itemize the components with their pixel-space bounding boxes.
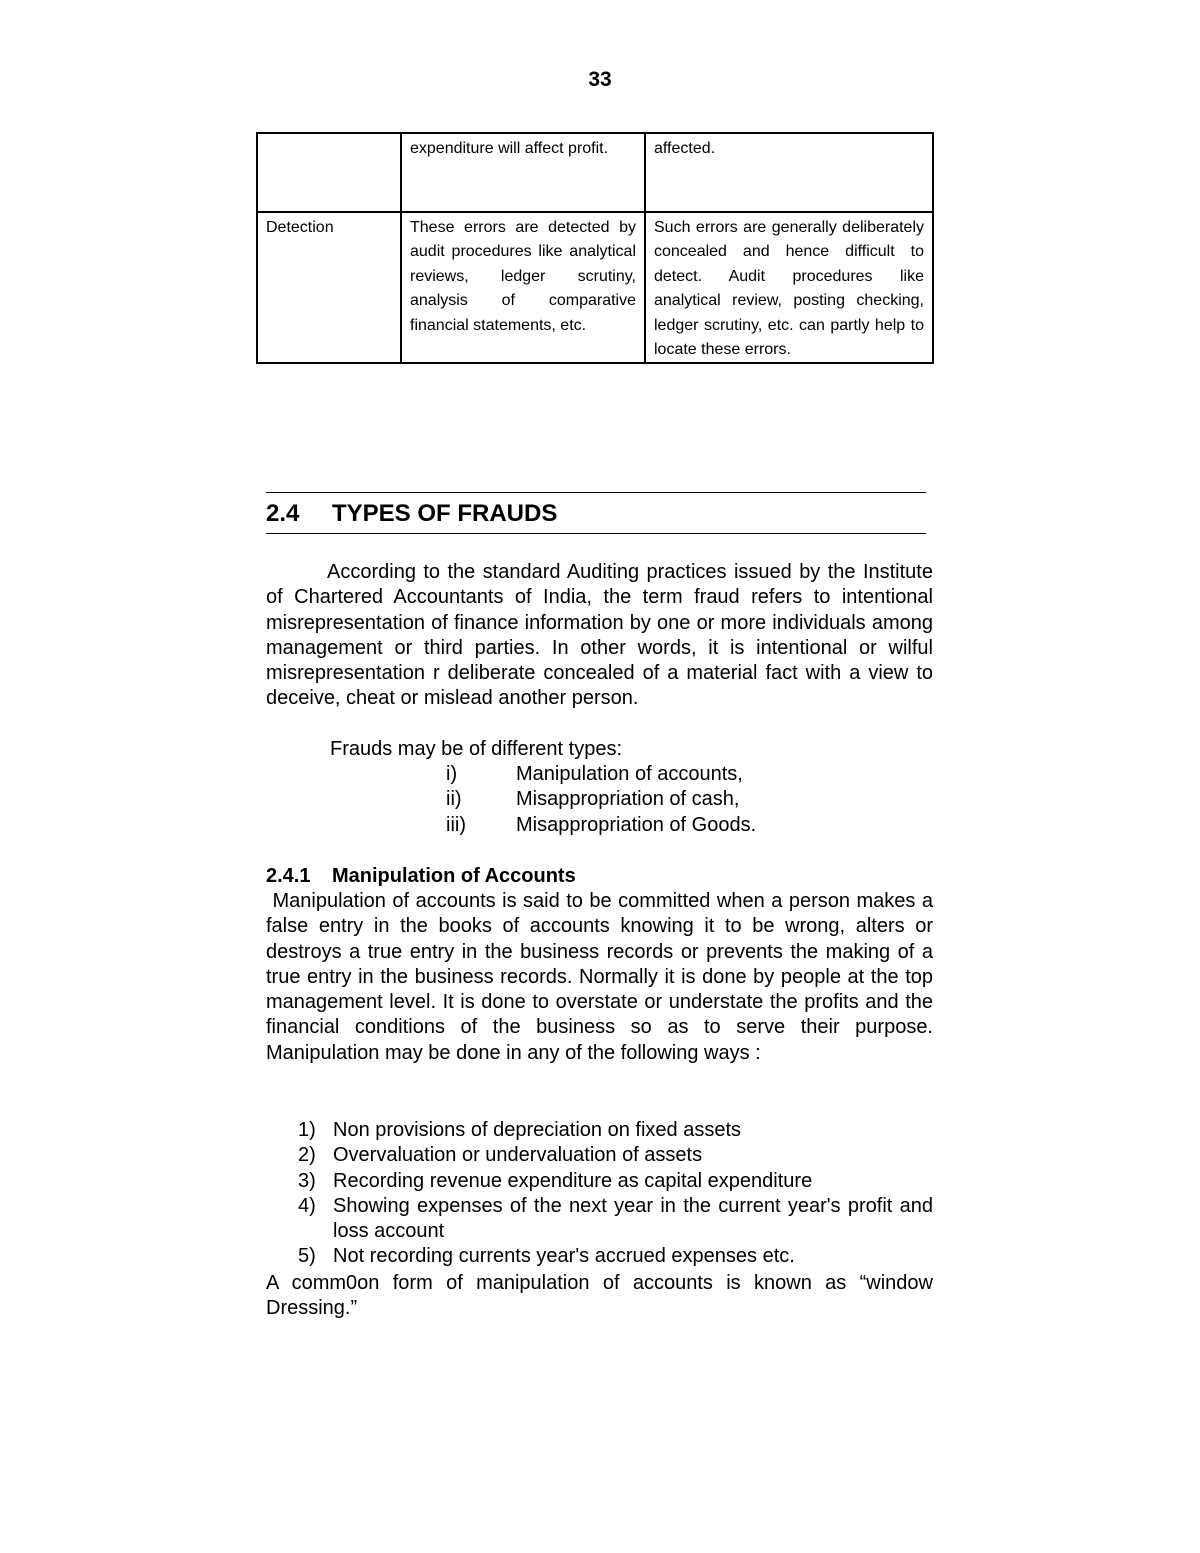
list-item (266, 1118, 933, 1143)
intro-paragraph (266, 560, 933, 712)
manipulation-text: Manipulation of accounts is said to be committed when a person makes a false entry in the books of accounts knowing it to be wrong, alters or destroys a true entry in the business records or prevents the making of a true entry in the business records. Normally it is done by people at the top management level. It is done to overstate or understate the profits and the financial conditions of the business so as to serve their purpose. Manipulation may be done in any of the following ways : (266, 890, 933, 1064)
list-marker: 1) (298, 1119, 316, 1141)
manipulation-paragraph (266, 889, 933, 1066)
page-number: 33 (588, 68, 612, 91)
list-text: Non provisions of depreciation on fixed assets (333, 1119, 742, 1141)
list-marker: 5) (298, 1245, 316, 1268)
list-item (266, 1244, 933, 1269)
table-cell-aspect: Detection (257, 212, 401, 363)
list-text: Manipulation of accounts, (516, 763, 743, 785)
list-item (266, 1194, 933, 1245)
list-marker: ii) (446, 788, 462, 811)
subsection-heading (266, 864, 576, 889)
list-text: Not recording currents year's accrued expenses etc. (333, 1245, 795, 1268)
subsection-number: 2.4.1 (266, 865, 311, 887)
list-marker: 4) (298, 1194, 316, 1217)
closing-paragraph: A comm0on form of manipulation of accounts is known as “window Dressing.” (266, 1272, 933, 1320)
list-text: Recording revenue expenditure as capital expenditure (333, 1169, 813, 1192)
list-text: Misappropriation of Goods. (516, 813, 757, 836)
list-text: Misappropriation of cash, (516, 788, 740, 811)
types-lead: Frauds may be of different types: (330, 738, 623, 760)
table-cell-errors: These errors are detected by audit procedures like analytical reviews, ledger scrutiny, analysis of comparative financial statements, etc. (401, 212, 645, 363)
list-marker: i) (446, 763, 458, 785)
comparison-table (256, 132, 934, 364)
table-cell-errors: expenditure will affect profit. (401, 133, 645, 212)
manipulation-ways-list (266, 1118, 933, 1270)
table-row (257, 212, 933, 363)
list-marker: iii) (446, 813, 466, 836)
section-bottom-rule (266, 533, 926, 534)
intro-text: According to the standard Auditing practices issued by the Institute of Chartered Accountants of India, the term fraud refers to intentional misrepresentation of finance information by one or more individuals among management or third parties. In other words, it is intentional or wilful misrepresentation r deliberate concealed of a material fact with a view to deceive, cheat or mislead another person. (266, 561, 933, 710)
list-text: Overvaluation or undervaluation of assets (333, 1144, 703, 1167)
list-marker: 3) (298, 1169, 316, 1192)
section-title: TYPES OF FRAUDS (332, 500, 558, 527)
list-text: Showing expenses of the next year in the current year's profit and loss account (333, 1194, 933, 1243)
list-item (266, 1169, 933, 1194)
subsection-title: Manipulation of Accounts (332, 865, 576, 887)
table-cell-frauds: affected. (645, 133, 933, 212)
list-item (266, 1143, 933, 1168)
table-cell-frauds: Such errors are generally deliberately concealed and hence difficult to detect. Audit procedures like analytical review, posting checking, ledger scrutiny, etc. can partly help to locate these errors. (645, 212, 933, 363)
table-row (257, 133, 933, 212)
section-top-rule (266, 492, 926, 493)
list-marker: 2) (298, 1144, 316, 1167)
table-cell-aspect (257, 133, 401, 212)
section-heading (266, 499, 557, 529)
section-number: 2.4 (266, 500, 300, 527)
